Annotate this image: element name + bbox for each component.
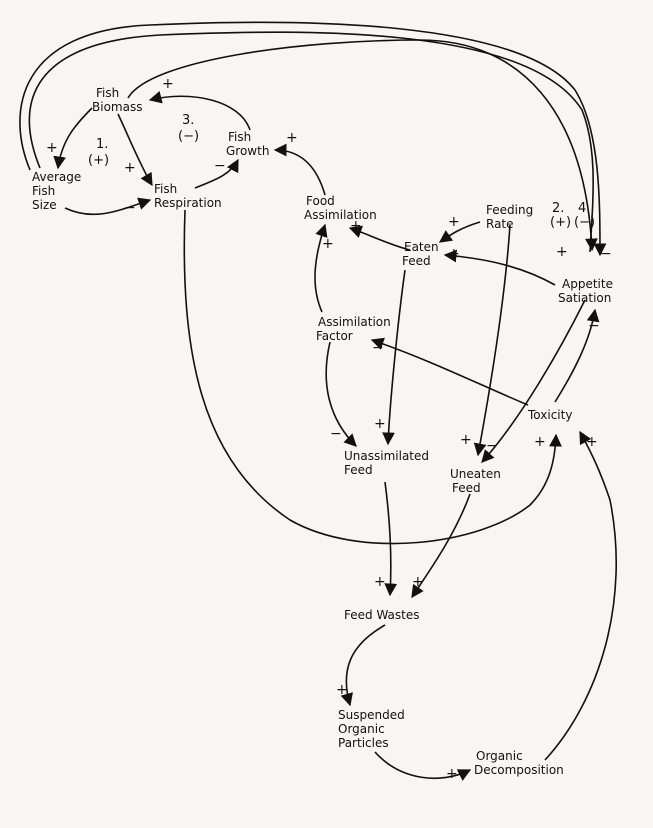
svg-text:Rate: Rate — [486, 217, 514, 231]
node-assimilation-factor — [316, 315, 391, 343]
sign-wastes-to-suspended: + — [336, 682, 348, 698]
svg-text:4.: 4. — [578, 201, 591, 216]
node-fish-growth — [226, 130, 269, 158]
svg-text:Biomass: Biomass — [92, 100, 143, 114]
node-food-assimilation — [304, 194, 377, 222]
link-feeding-to-eaten — [440, 222, 480, 242]
sign-satiation-to-uneaten: − — [486, 438, 498, 454]
svg-text:Size: Size — [32, 198, 57, 212]
loop-label-1 — [88, 137, 109, 168]
svg-text:Assimilation: Assimilation — [304, 208, 377, 222]
link-wastes-to-suspended — [346, 625, 385, 705]
sign-growth-to-biomass: + — [162, 76, 174, 92]
svg-text:Particles: Particles — [338, 736, 389, 750]
svg-text:Suspended: Suspended — [338, 708, 405, 722]
svg-text:(−): (−) — [574, 215, 596, 230]
svg-text:Fish: Fish — [228, 130, 252, 144]
svg-text:Factor: Factor — [316, 329, 353, 343]
link-decomposition-to-toxicity — [545, 432, 616, 760]
svg-text:(−): (−) — [178, 129, 200, 144]
sign-suspended-to-decomposition: + — [446, 766, 458, 782]
sign-respiration-to-growth: − — [214, 158, 226, 174]
sign-eaten-to-assimilation: + — [350, 218, 362, 234]
sign-feeding-to-uneaten: + — [460, 432, 472, 448]
link-size-to-respiration — [65, 200, 150, 214]
svg-text:Fish: Fish — [96, 86, 120, 100]
svg-text:Unassimilated: Unassimilated — [344, 449, 429, 463]
svg-text:(+): (+) — [550, 215, 572, 230]
svg-text:Growth: Growth — [226, 144, 270, 158]
svg-text:Decomposition: Decomposition — [474, 763, 564, 777]
link-group — [20, 22, 616, 778]
svg-text:Satiation: Satiation — [558, 291, 612, 305]
node-average-fish-size — [32, 170, 81, 212]
node-feed-wastes — [344, 608, 420, 622]
sign-satiation-to-eaten: + — [448, 246, 460, 262]
link-growth-to-biomass — [150, 96, 250, 130]
node-toxicity — [527, 408, 572, 422]
svg-text:Fish: Fish — [154, 182, 178, 196]
svg-text:Organic: Organic — [476, 749, 523, 763]
sign-biomass-to-respiration: + — [124, 160, 136, 176]
svg-text:Average: Average — [32, 170, 82, 184]
link-assimilation-to-growth — [275, 150, 325, 195]
sign-biomass-to-satiation: + — [556, 244, 568, 260]
svg-text:Feed Wastes: Feed Wastes — [344, 608, 420, 622]
loop-label-2 — [550, 201, 571, 230]
svg-text:Respiration: Respiration — [154, 196, 222, 210]
sign-assimilation-to-growth: + — [286, 130, 298, 146]
svg-text:Appetite: Appetite — [562, 277, 613, 291]
svg-text:Eaten: Eaten — [404, 240, 439, 254]
svg-text:Assimilation: Assimilation — [318, 315, 391, 329]
sign-eaten-to-unassimilated: + — [374, 416, 386, 432]
node-unassimilated-feed — [344, 449, 429, 477]
svg-text:1.: 1. — [96, 137, 109, 152]
loop-label-3 — [178, 113, 199, 144]
node-feeding-rate — [486, 203, 533, 231]
svg-text:Uneaten: Uneaten — [450, 467, 501, 481]
sign-feeding-rate-to-eaten: + — [448, 214, 460, 230]
sign-uneaten-to-wastes: + — [412, 574, 424, 590]
svg-text:Fish: Fish — [32, 184, 56, 198]
svg-text:(+): (+) — [88, 153, 110, 168]
node-appetite-satiation — [558, 277, 613, 305]
sign-unassimilated-to-wastes: + — [374, 574, 386, 590]
node-suspended-organic-particles — [338, 708, 405, 750]
svg-text:Food: Food — [306, 194, 335, 208]
link-unassimilated-to-wastes — [385, 482, 391, 595]
sign-decomposition-to-toxicity: + — [586, 434, 598, 450]
link-respiration-to-toxicity — [184, 210, 556, 544]
svg-text:Feed: Feed — [452, 481, 481, 495]
sign-toxicity-to-satiation: − — [588, 318, 600, 334]
svg-text:Feed: Feed — [402, 254, 431, 268]
sign-factor-to-unassimilated: − — [330, 426, 342, 442]
link-eaten-to-unassimilated — [388, 270, 405, 444]
node-eaten-feed — [402, 240, 439, 268]
polarity-signs — [46, 76, 612, 782]
sign-biomass-to-size: + — [46, 140, 58, 156]
node-fish-respiration — [154, 182, 222, 210]
svg-text:2.: 2. — [552, 201, 565, 216]
svg-text:Organic: Organic — [338, 722, 385, 736]
sign-toxicity-to-factor: − — [372, 340, 384, 356]
sign-respiration-to-toxicity: + — [534, 434, 546, 450]
sign-factor-to-assimilation: + — [322, 236, 334, 252]
link-biomass-to-size — [58, 108, 92, 168]
node-uneaten-feed — [450, 467, 501, 495]
svg-text:Feeding: Feeding — [486, 203, 534, 217]
sign-size-to-satiation: − — [600, 246, 612, 262]
svg-text:Toxicity: Toxicity — [528, 408, 573, 422]
svg-text:3.: 3. — [182, 113, 195, 128]
link-satiation-to-eaten — [445, 255, 555, 285]
svg-text:Feed: Feed — [344, 463, 373, 477]
sign-size-to-respiration: − — [124, 200, 136, 216]
